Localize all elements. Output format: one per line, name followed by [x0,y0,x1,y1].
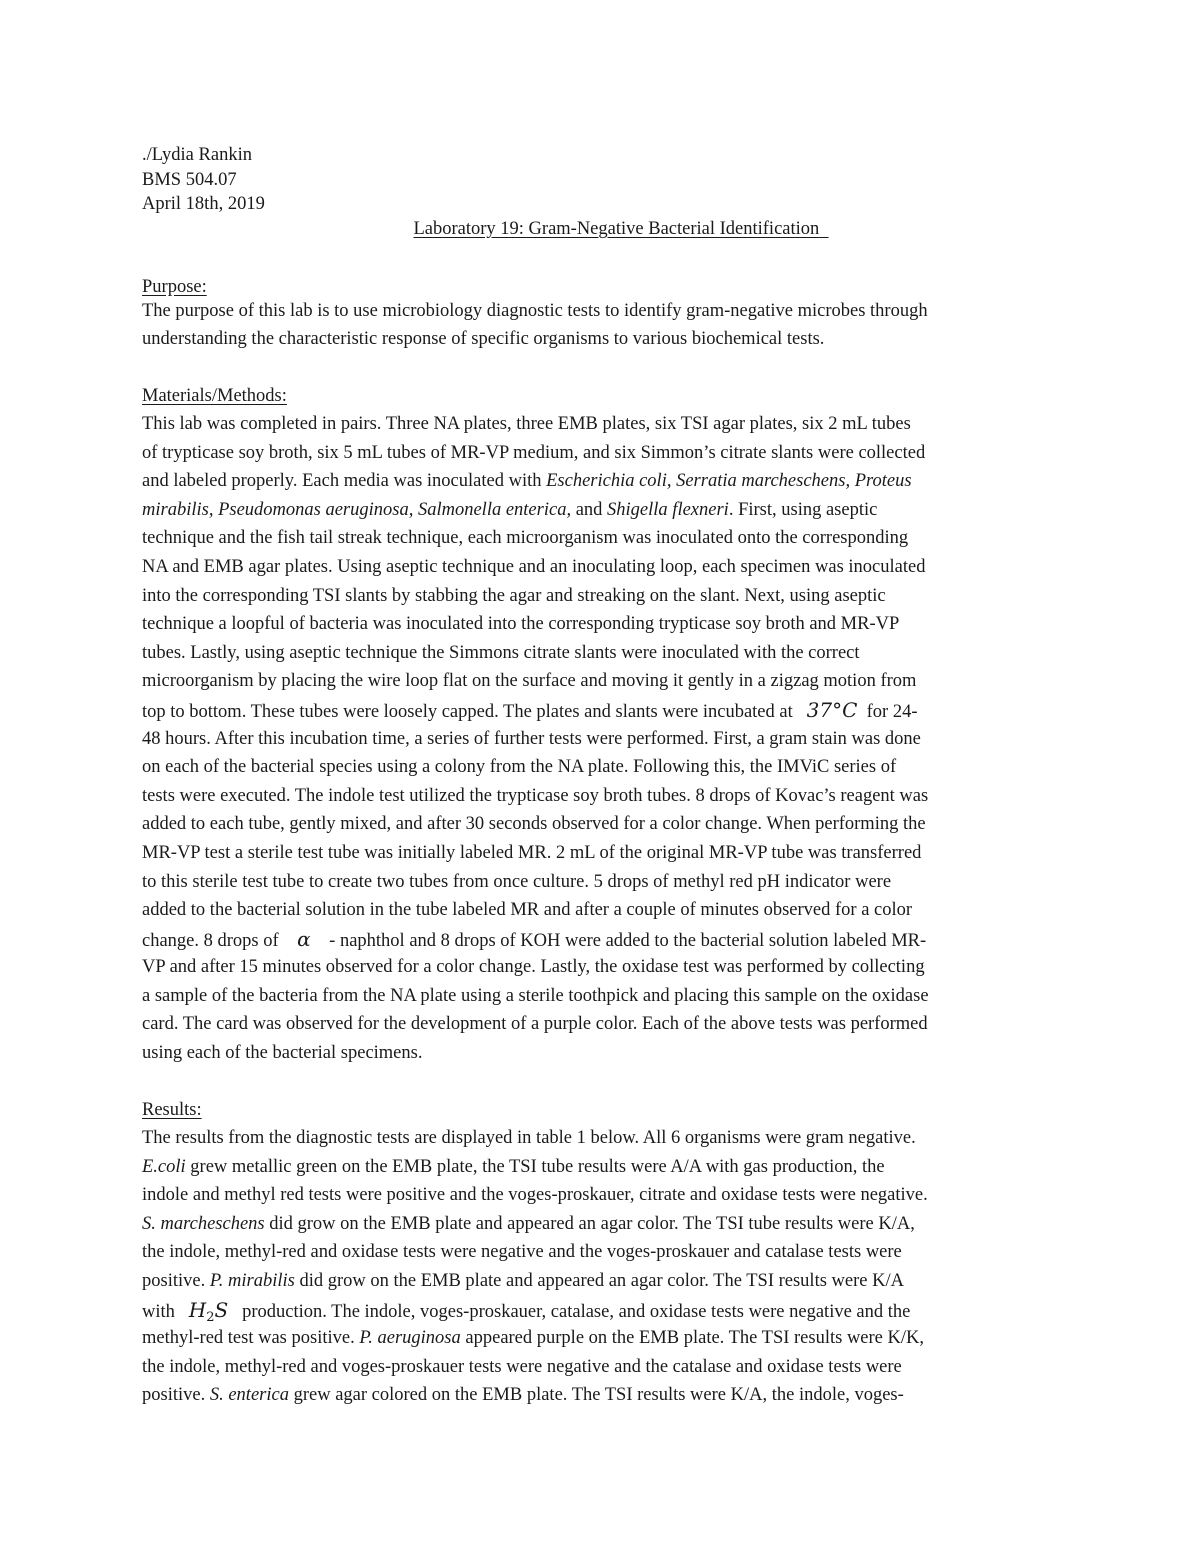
text-line: technique a loopful of bacteria was inoculated into the corresponding trypticase soy broth and MR-VP [142,614,900,635]
text-line: and labeled properly. Each media was inoculated with Escherichia coli, Serratia marcheschens, Proteus [142,471,912,492]
text-line: NA and EMB agar plates. Using aseptic technique and an inoculating loop, each specimen was inoculated [142,556,926,577]
organism-names: mirabilis, Pseudomonas aeruginosa, Salmonella enterica, [142,499,572,520]
temperature-equation: 37°C [806,697,858,722]
purpose-paragraph [142,297,1060,353]
h2s-formula: $H_2S$ [188,1297,229,1325]
text-line: positive. P. mirabilis did grow on the EMB plate and appeared an agar color. The TSI results were K/A [142,1270,904,1291]
text-line: with $H_2S$ production. The indole, voges-proskauer, catalase, and oxidase tests were negative and the [142,1297,911,1325]
text-line: tests were executed. The indole test utilized the trypticase soy broth tubes. 8 drops of Kovac’s reagent was [142,785,929,806]
text-line: into the corresponding TSI slants by stabbing the agar and streaking on the slant. Next, using aseptic [142,585,886,606]
text-line: change. 8 drops of α - naphthol and 8 drops of KOH were added to the bacterial solution labeled MR- [142,926,927,951]
organism-name: P. mirabilis [209,1270,295,1291]
title-text: Laboratory 19: Gram-Negative Bacterial Identification [413,219,820,239]
text-line: top to bottom. These tubes were loosely capped. The plates and slants were incubated at 37°C for 24- [142,697,918,722]
text-line: using each of the bacterial specimens. [142,1043,423,1064]
text-line: 48 hours. After this incubation time, a series of further tests were performed. First, a gram stain was done [142,728,921,749]
organism-name: S. marcheschens [142,1213,265,1234]
text-line: The results from the diagnostic tests are displayed in table 1 below. All 6 organisms were gram negative. [142,1128,916,1148]
text-line: the indole, methyl-red and oxidase tests were negative and the voges-proskauer and catalase tests were [142,1242,902,1263]
text-line: technique and the fish tail streak technique, each microorganism was inoculated onto the corresponding [142,528,909,549]
text-line: This lab was completed in pairs. Three NA plates, three EMB plates, six TSI agar plates, six 2 mL tubes [142,414,911,434]
text-line: of trypticase soy broth, six 5 mL tubes of MR-VP medium, and six Simmon’s citrate slants were collected [142,442,926,463]
organism-name: P. aeruginosa [359,1328,461,1349]
text-line: positive. S. enterica grew agar colored on the EMB plate. The TSI results were K/A, the indole, voges- [142,1385,904,1406]
results-paragraph [142,1124,1060,1410]
text-line: to this sterile test tube to create two tubes from once culture. 5 drops of methyl red pH indicator were [142,871,892,892]
text-line: VP and after 15 minutes observed for a color change. Lastly, the oxidase test was performed by collecting [142,957,925,978]
text-line: The purpose of this lab is to use microbiology diagnostic tests to identify gram-negative microbes through [142,301,928,321]
organism-names: Escherichia coli, Serratia marcheschens, Proteus [546,471,912,492]
report-date: April 18th, 2019 [142,194,265,214]
purpose-heading: Purpose: [142,277,207,297]
organism-name: Shigella flexneri [607,499,729,520]
methods-paragraph [142,410,1060,1068]
text-line: MR-VP test a sterile test tube was initially labeled MR. 2 mL of the original MR-VP tube was transferred [142,842,922,863]
text-line: mirabilis, Pseudomonas aeruginosa, Salmonella enterica, and Shigella flexneri. First, using aseptic [142,499,878,520]
text-line: microorganism by placing the wire loop flat on the surface and moving it gently in a zigzag motion from [142,671,917,692]
document-header [142,143,265,217]
results-heading: Results: [142,1100,202,1120]
organism-name: E.coli [142,1156,186,1177]
text-line: added to the bacterial solution in the tube labeled MR and after a couple of minutes observed for a color [142,900,913,921]
text-line: understanding the characteristic response of specific organisms to various biochemical tests. [142,329,825,349]
text-line: S. marcheschens did grow on the EMB plate and appeared an agar color. The TSI tube results were K/A, [142,1213,915,1234]
text-line: methyl-red test was positive. P. aeruginosa appeared purple on the EMB plate. The TSI results were K/K, [142,1328,924,1349]
text-line: added to each tube, gently mixed, and after 30 seconds observed for a color change. When performing the [142,814,926,835]
author-name: ./Lydia Rankin [142,145,252,165]
text-line: a sample of the bacteria from the NA plate using a sterile toothpick and placing this sample on the oxidase [142,985,929,1006]
text-line: E.coli grew metallic green on the EMB plate, the TSI tube results were A/A with gas production, the [142,1156,885,1177]
text-line: indole and methyl red tests were positive and the voges-proskauer, citrate and oxidase tests were negative. [142,1185,928,1206]
organism-name: S. enterica [209,1385,289,1406]
course-code: BMS 504.07 [142,169,237,190]
text-line: on each of the bacterial species using a colony from the NA plate. Following this, the IMViC series of [142,757,897,778]
text-line: the indole, methyl-red and voges-proskauer tests were negative and the catalase and oxidase tests were [142,1356,902,1377]
methods-heading: Materials/Methods: [142,386,287,406]
alpha-symbol: α [297,926,311,951]
text-line: card. The card was observed for the development of a purple color. Each of the above tests was performed [142,1014,928,1035]
text-line: tubes. Lastly, using aseptic technique the Simmons citrate slants were inoculated with the correct [142,642,860,663]
document-title [0,217,1200,242]
